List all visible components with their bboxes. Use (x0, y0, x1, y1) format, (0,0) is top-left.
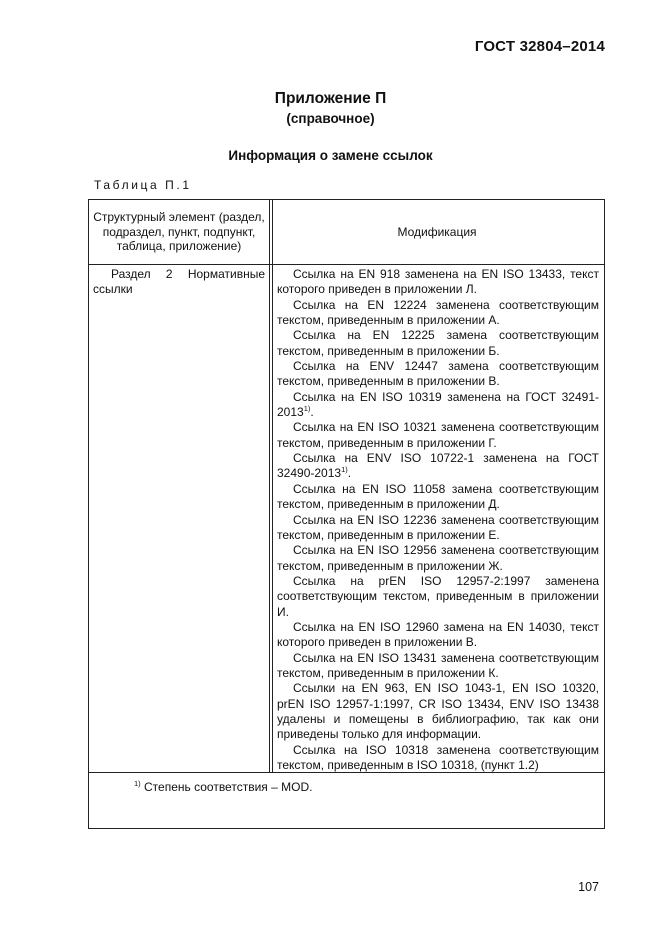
footnote-marker: 1) (134, 779, 141, 788)
footnote-divider (89, 772, 604, 773)
modification-item: Ссылка на EN ISO 12236 заменена соответствующим текстом, приведенным в приложении Е. (277, 512, 599, 542)
modification-item-with-footnote: Ссылка на ENV ISO 10722-1 заменена на ГОСТ 32490-2013$^{1)}$. (277, 451, 599, 481)
annex-title: Приложение П (274, 90, 387, 107)
header-cell-modification (270, 200, 604, 265)
table-footnote (134, 780, 312, 794)
row-element-line-1: Раздел 2 Нормативные (111, 267, 265, 281)
header-modification-label: Модификация (397, 224, 477, 239)
modification-item: Ссылка на EN ISO 12960 замена на EN 14030, текст которого приведен в приложении В. (277, 619, 599, 650)
header-element-label: Структурный элемент (раздел, подраздел, пункт, подпункт, таблица, приложение) (93, 210, 265, 254)
table-caption: Таблица П.1 (94, 178, 192, 192)
modification-item: Ссылка на EN 12225 замена соответствующим текстом, приведенным в приложении Б. (277, 328, 599, 358)
modification-text: Ссылка на EN ISO 10319 заменена на ГОСТ 32491-2013 (277, 389, 599, 420)
footnote-text: Степень соответствия – MOD. (144, 780, 313, 794)
annex-subtitle: (справочное) (286, 111, 375, 126)
reference-replacement-table (88, 199, 605, 829)
page-number: 107 (578, 880, 599, 894)
modification-item: Ссылка на EN 918 заменена на EN ISO 13433, текст которого приведен в приложении Л. (277, 267, 599, 297)
row-element-cell (89, 265, 269, 298)
standard-designation: ГОСТ 32804–2014 (474, 38, 605, 55)
modification-item: Ссылка на EN ISO 13431 заменена соответствующим текстом, приведенным в приложении К. (277, 650, 599, 680)
modification-item: Ссылка на ENV 12447 замена соответствующим текстом, приведенным в приложении В. (277, 359, 599, 389)
row-element-line-2: ссылки (93, 282, 133, 297)
modification-item: Ссылка на prEN ISO 12957-2:1997 заменена соответствующим текстом, приведенным в приложении И. (277, 573, 599, 619)
footnote-marker: 1) (303, 404, 311, 414)
modification-item: Ссылка на EN 12224 заменена соответствующим текстом, приведенным в приложении А. (277, 297, 599, 328)
modification-text: Ссылка на ENV ISO 10722-1 заменена на ГОСТ 32490-2013 (277, 451, 599, 481)
modification-item-with-footnote: Ссылка на EN ISO 10319 заменена на ГОСТ 32491-2013$^{1)}$. (277, 389, 599, 420)
row-modification-cell (273, 265, 604, 773)
modification-item: Ссылка на EN ISO 10321 заменена соответствующим текстом, приведенным в приложении Г. (277, 420, 599, 450)
modification-item: Ссылка на EN ISO 11058 замена соответствующим текстом, приведенным в приложении Д. (277, 481, 599, 512)
modification-item: Ссылка на EN ISO 12956 заменена соответствующим текстом, приведенным в приложении Ж. (277, 543, 599, 573)
footnote-marker: 1) (341, 465, 348, 475)
header-cell-element (89, 200, 270, 265)
section-title: Информация о замене ссылок (228, 148, 433, 163)
modification-item: Ссылка на ISO 10318 заменена соответствующим текстом, приведенным в ISO 10318, (пункт 1.2) (277, 742, 599, 772)
modification-item: Ссылки на EN 963, EN ISO 1043-1, EN ISO 10320, prEN ISO 12957-1:1997, CR ISO 13434, ENV ISO 13438 удалены и помещены в библиографию, так как они приведены только для информации. (277, 681, 599, 742)
